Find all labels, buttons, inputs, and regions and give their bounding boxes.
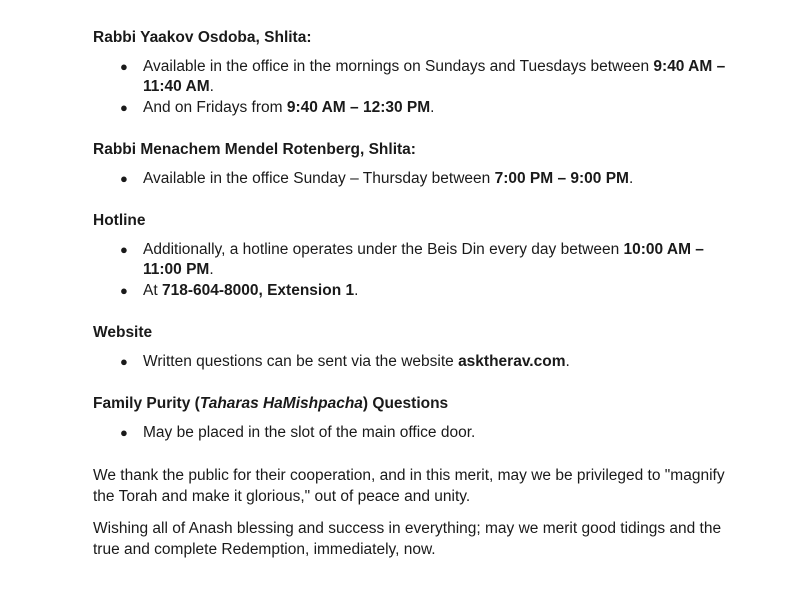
item-text: Available in the office Sunday – Thursday between	[143, 170, 495, 187]
section-rabbi-osdoba	[93, 28, 731, 118]
item-time: 9:40 AM – 12:30 PM	[286, 99, 431, 116]
website-name: asktherav.com	[458, 353, 566, 370]
list-item	[93, 169, 731, 189]
bullet-icon: ●	[120, 59, 128, 74]
bullet-icon: ●	[120, 354, 128, 369]
bullet-icon: ●	[120, 425, 128, 440]
item-punct: .	[209, 78, 214, 95]
section-heading: Rabbi Yaakov Osdoba, Shlita:	[93, 29, 312, 46]
bullet-list	[93, 240, 731, 301]
item-punct: .	[430, 99, 435, 116]
item-text: May be placed in the slot of the main office door.	[143, 424, 476, 441]
bullet-icon: ●	[120, 242, 128, 257]
bullet-icon: ●	[120, 171, 128, 186]
list-item	[93, 423, 731, 443]
section-heading	[93, 394, 731, 414]
section-heading: Hotline	[93, 212, 146, 229]
item-text: And on Fridays from	[143, 99, 287, 116]
list-item	[93, 240, 731, 280]
bullet-list	[93, 57, 731, 118]
section-family-purity	[93, 394, 731, 443]
item-time: 7:00 PM – 9:00 PM	[494, 170, 629, 187]
section-heading: Website	[93, 324, 153, 341]
item-text: Available in the office in the mornings on Sundays and Tuesdays between	[143, 58, 654, 75]
heading-text: ) Questions	[362, 395, 449, 412]
item-punct: .	[628, 170, 634, 187]
bullet-icon: ●	[120, 100, 128, 115]
section-heading: Rabbi Menachem Mendel Rotenberg, Shlita:	[93, 141, 416, 158]
item-punct: .	[354, 282, 359, 299]
item-text: Additionally, a hotline operates under the Beis Din every day between	[143, 241, 624, 258]
item-punct: .	[209, 261, 214, 278]
bullet-list	[93, 352, 731, 372]
section-website	[93, 323, 731, 372]
item-punct: .	[565, 353, 570, 370]
heading-text: Family Purity (	[93, 395, 200, 412]
section-rabbi-rotenberg	[93, 140, 731, 189]
item-time: 10:00 AM – 11:00 PM	[143, 241, 704, 278]
item-time: 9:40 AM – 11:40 AM	[143, 58, 726, 95]
item-phone: 718-604-8000, Extension 1	[161, 282, 355, 299]
closing-paragraph: Wishing all of Anash blessing and success in everything; may we merit good tidings and the true and complete Redemption, immediately, now.	[93, 520, 722, 558]
list-item	[93, 281, 731, 301]
closing-paragraph: We thank the public for their cooperation, and in this merit, may we be privileged to "magnify the Torah and make it glorious," out of peace and unity.	[93, 467, 725, 505]
heading-italic-text: Taharas HaMishpacha	[199, 395, 363, 412]
bullet-list	[93, 423, 731, 443]
list-item	[93, 352, 731, 372]
list-item	[93, 57, 731, 97]
bullet-list	[93, 169, 731, 189]
item-text: At	[143, 282, 162, 299]
item-text: Written questions can be sent via the website	[143, 353, 459, 370]
section-hotline	[93, 211, 731, 301]
bullet-icon: ●	[120, 283, 128, 298]
list-item	[93, 98, 731, 118]
